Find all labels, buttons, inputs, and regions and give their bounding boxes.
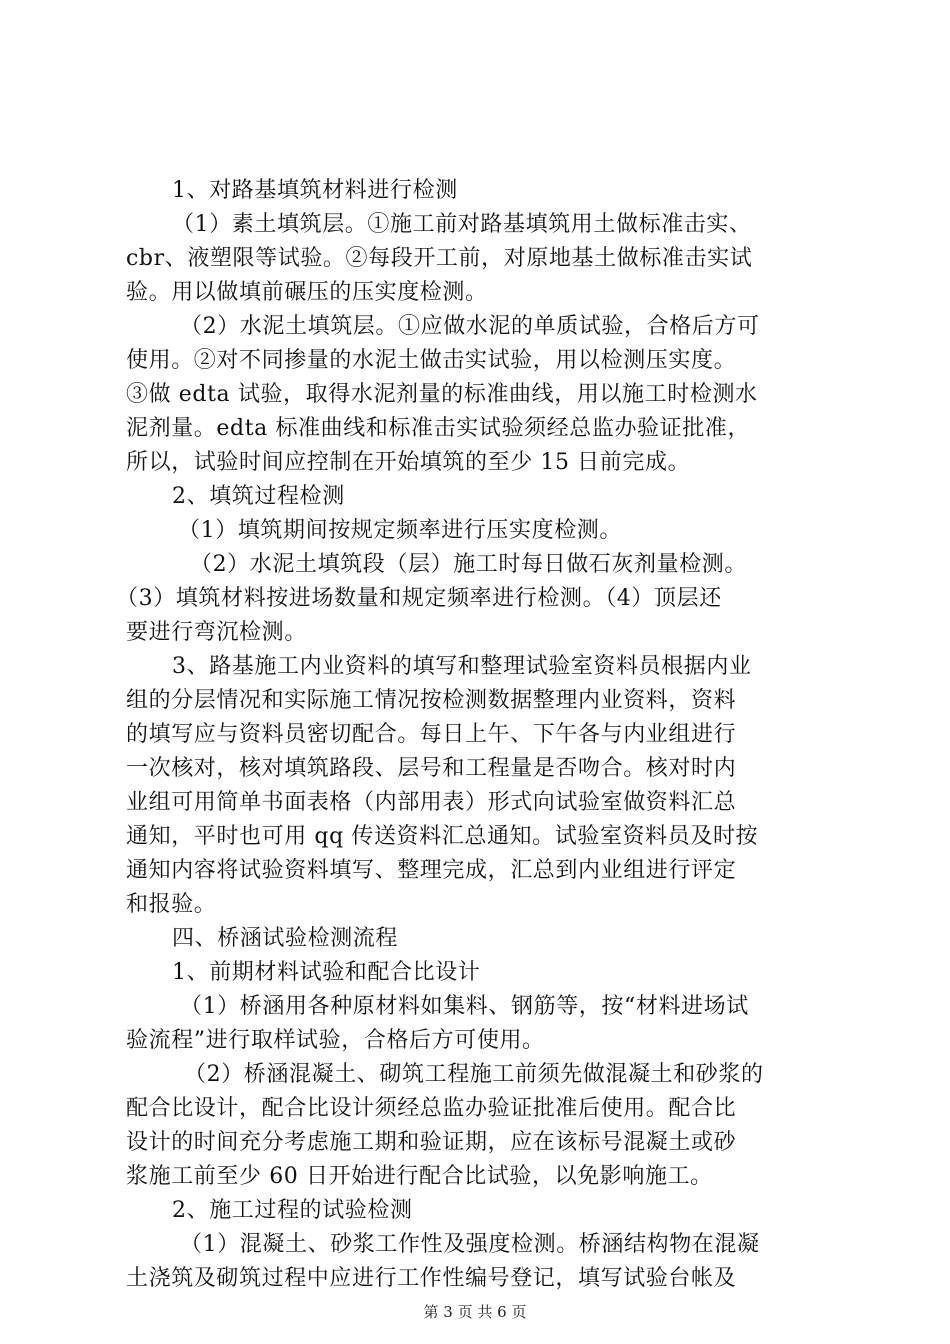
text-line: （1）填筑期间按规定频率进行压实度检测。: [178, 518, 622, 543]
text-line: 通知内容将试验资料填写、整理完成，汇总到内业组进行评定: [126, 858, 737, 883]
text-line: 配合比设计，配合比设计须经总监办验证批准后使用。配合比: [126, 1096, 737, 1121]
text-line: 土浇筑及砌筑过程中应进行工作性编号登记，填写试验台帐及: [126, 1266, 737, 1291]
text-line: 1、前期材料试验和配合比设计: [172, 960, 481, 985]
text-line: 使用。②对不同掺量的水泥土做击实试验，用以检测压实度。: [126, 348, 737, 373]
text-line: （1）桥涵用各种原材料如集料、钢筋等，按“材料进场试: [180, 994, 749, 1019]
text-line: 所以，试验时间应控制在开始填筑的至少 15 日前完成。: [126, 450, 691, 475]
text-line: 通知，平时也可用 qq 传送资料汇总通知。试验室资料员及时按: [126, 824, 759, 849]
text-line: 2、填筑过程检测: [172, 484, 345, 509]
text-line: 一次核对，核对填筑路段、层号和工程量是否吻合。核对时内: [126, 756, 737, 781]
text-line: （3）填筑材料按进场数量和规定频率进行检测。（4）顶层还: [116, 586, 722, 611]
text-line: 业组可用简单书面表格（内部用表）形式向试验室做资料汇总: [126, 790, 737, 815]
text-line: 验。用以做填前碾压的压实度检测。: [126, 280, 488, 305]
text-line: （2）水泥土填筑层。①应做水泥的单质试验，合格后方可: [180, 314, 760, 339]
text-line: 浆施工前至少 60 日开始进行配合比试验，以免影响施工。: [126, 1164, 713, 1189]
text-line: 2、施工过程的试验检测: [172, 1198, 413, 1223]
text-line: （1）混凝土、砂浆工作性及强度检测。桥涵结构物在混凝: [180, 1232, 760, 1257]
text-line: 的填写应与资料员密切配合。每日上午、下午各与内业组进行: [126, 722, 737, 747]
text-line: 组的分层情况和实际施工情况按检测数据整理内业资料，资料: [126, 688, 737, 713]
text-line: 验流程”进行取样试验，合格后方可使用。: [126, 1028, 545, 1053]
text-line: （1）素土填筑层。①施工前对路基填筑用土做标准击实、: [172, 212, 752, 237]
text-line: （2）桥涵混凝土、砌筑工程施工前须先做混凝土和砂浆的: [184, 1062, 764, 1087]
text-line: 泥剂量。edta 标准曲线和标准击实试验须经总监办验证批准，: [126, 416, 751, 441]
text-line: 要进行弯沉检测。: [126, 620, 307, 645]
text-line: ③做 edta 试验，取得水泥剂量的标准曲线，用以施工时检测水: [126, 382, 758, 407]
text-line: 3、路基施工内业资料的填写和整理试验室资料员根据内业: [172, 654, 752, 679]
text-line: 1、对路基填筑材料进行检测: [172, 178, 458, 203]
text-line: cbr、液塑限等试验。②每段开工前，对原地基土做标准击实试: [126, 246, 753, 271]
text-line: 和报验。: [126, 892, 217, 917]
text-line: 设计的时间充分考虑施工期和验证期，应在该标号混凝土或砂: [126, 1130, 737, 1155]
text-line: （2）水泥土填筑段（层）施工时每日做石灰剂量检测。: [190, 552, 747, 577]
text-line: 四、桥涵试验检测流程: [172, 926, 399, 951]
page-number: 第 3 页 共 6 页: [423, 1303, 527, 1321]
